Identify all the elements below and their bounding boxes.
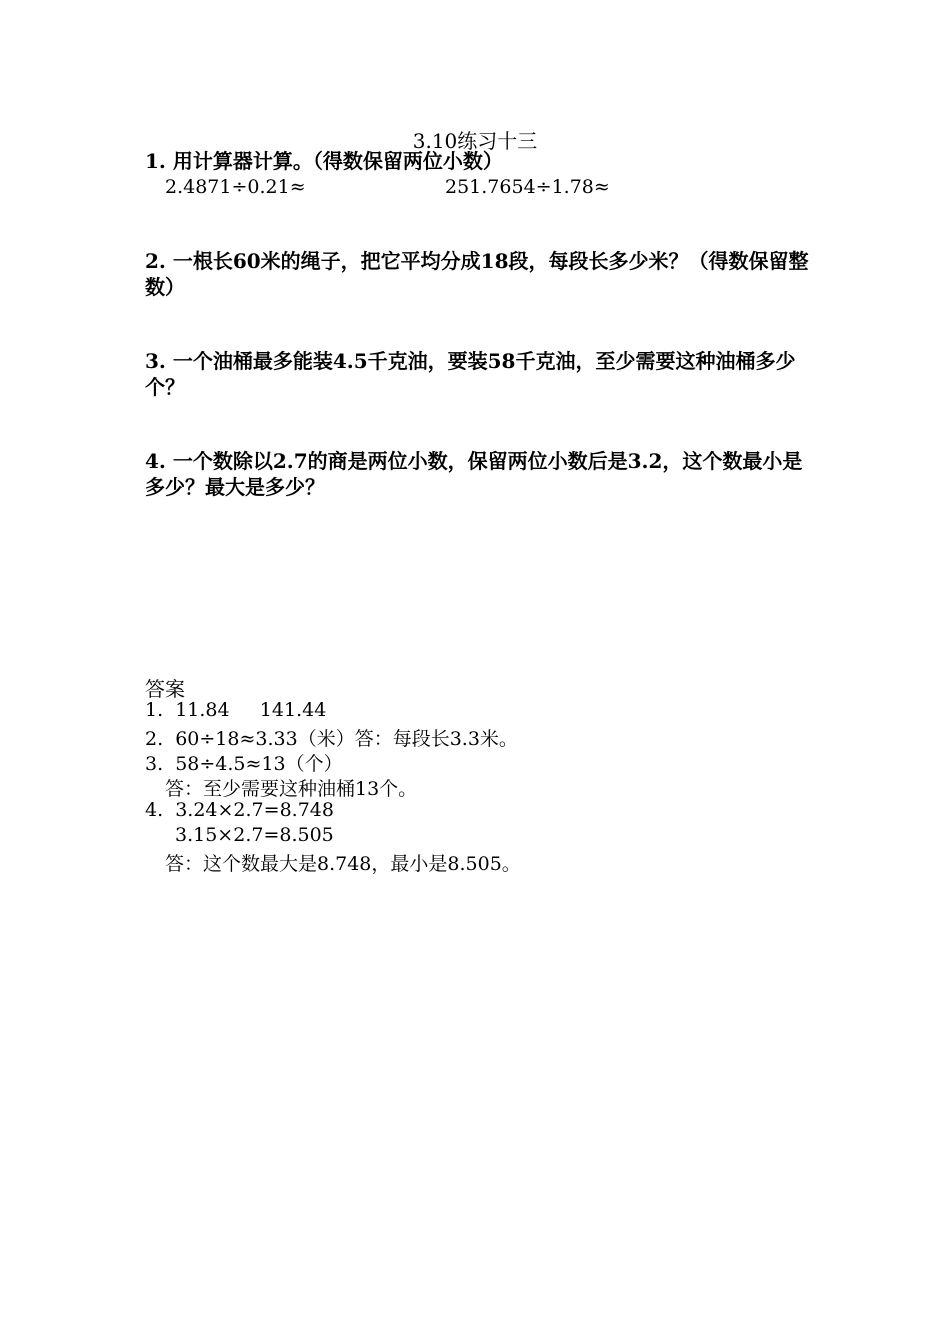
answer-line-3: 3. 58÷4.5≈13（个） bbox=[145, 753, 343, 775]
answer-line-6: 3.15×2.7=8.505 bbox=[175, 824, 334, 846]
answer-line-7: 答：这个数最大是8.748，最小是8.505。 bbox=[165, 853, 521, 875]
answer-line-5: 4. 3.24×2.7=8.748 bbox=[145, 799, 334, 821]
calc-expression-2: 251.7654÷1.78≈ bbox=[445, 176, 610, 198]
question-4: 4. 一个数除以2.7的商是两位小数，保留两位小数后是3.2，这个数最小是多少？最大是多少？ bbox=[145, 449, 803, 499]
question-1: 1. 用计算器计算。（得数保留两位小数） bbox=[145, 149, 503, 173]
question-3: 3. 一个油桶最多能装4.5千克油，要装58千克油，至少需要这种油桶多少个？ bbox=[145, 349, 796, 399]
question-2: 2. 一根长60米的绳子，把它平均分成18段，每段长多少米？（得数保留整数） bbox=[145, 249, 809, 299]
answer-line-4: 答：至少需要这种油桶13个。 bbox=[165, 778, 418, 800]
calc-expression-1: 2.4871÷0.21≈ bbox=[165, 176, 306, 198]
answer-line-1: 1. 11.84 141.44 bbox=[145, 699, 327, 721]
answer-line-2: 2. 60÷18≈3.33（米）答：每段长3.3米。 bbox=[145, 728, 518, 750]
page-title: 3.10练习十三 bbox=[412, 129, 538, 153]
answers-heading: 答案 bbox=[145, 677, 185, 701]
